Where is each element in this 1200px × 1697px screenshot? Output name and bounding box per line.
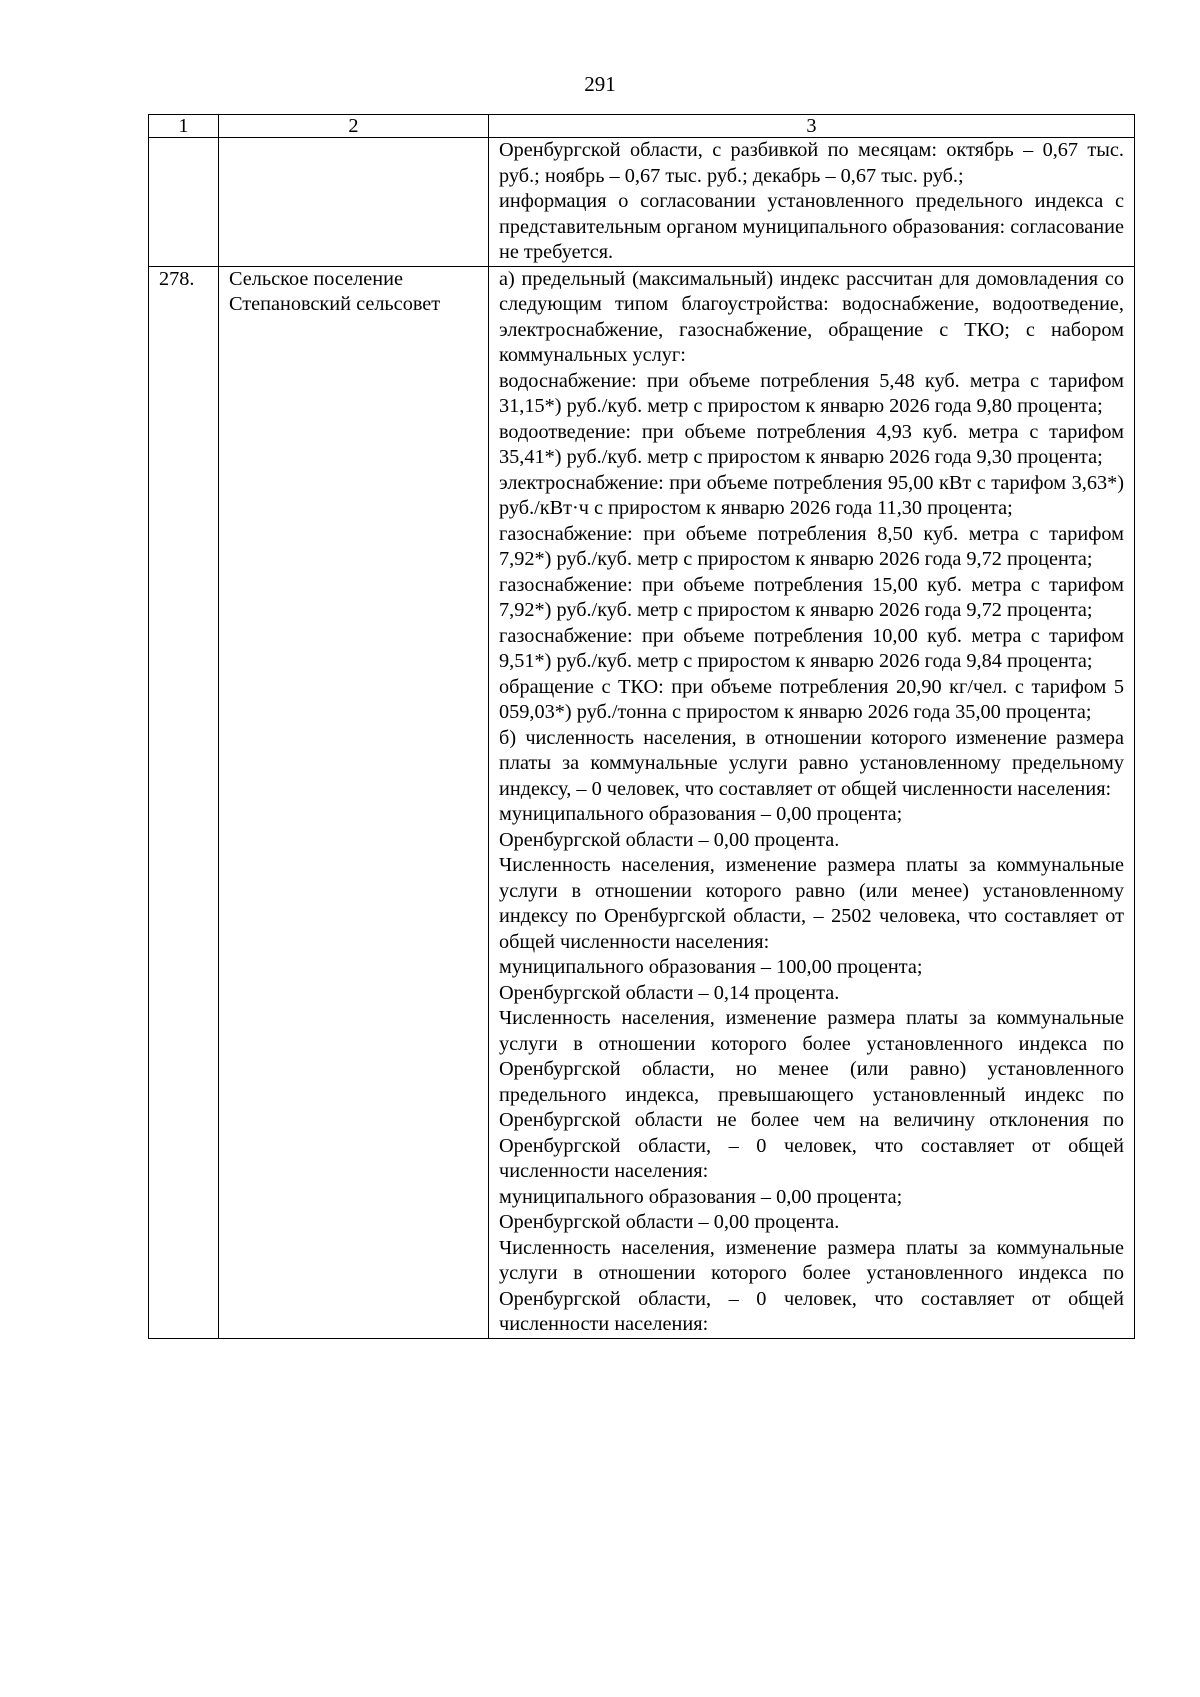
row-number: 278. bbox=[149, 266, 219, 1338]
paragraph: обращение с ТКО: при объеме потребления 20,90 кг/чел. с тарифом 5 059,03*) руб./тонна с приростом к январю 2026 года 35,00 процента; bbox=[499, 675, 1124, 723]
table-row-continued bbox=[149, 138, 1135, 267]
paragraph: водоснабжение: при объеме потребления 5,48 куб. метра с тарифом 31,15*) руб./куб. метр с приростом к январю 2026 года 9,80 процента; bbox=[499, 369, 1124, 417]
paragraph: муниципального образования – 0,00 процента; bbox=[499, 803, 903, 825]
municipality-name bbox=[219, 138, 489, 267]
paragraph: а) предельный (максимальный) индекс рассчитан для домовладения со следующим типом благоустройства: водоснабжение, водоотведение, электроснабжение, газоснабжение, обращение с ТКО; с набором коммунальных услуг: bbox=[499, 267, 1124, 366]
paragraph: электроснабжение: при объеме потребления 95,00 кВт с тарифом 3,63*) руб./кВт·ч с приростом к январю 2026 года 11,30 процента; bbox=[499, 471, 1124, 519]
municipality-name: Сельское поселение Степановский сельсовет bbox=[219, 266, 489, 1338]
paragraph: газоснабжение: при объеме потребления 15,00 куб. метра с тарифом 7,92*) руб./куб. метр с приростом к январю 2026 года 9,72 процента; bbox=[499, 573, 1124, 621]
paragraph: Оренбургской области, с разбивкой по месяцам: октябрь – 0,67 тыс. руб.; ноябрь – 0,67 тыс. руб.; декабрь – 0,67 тыс. руб.; bbox=[499, 139, 1124, 187]
paragraph: б) численность населения, в отношении которого изменение размера платы за коммунальные услуги равно установленному предельному индексу, – 0 человек, что составляет от общей численности населения: bbox=[499, 726, 1124, 800]
paragraph: Оренбургской области – 0,14 процента. bbox=[499, 981, 840, 1004]
description-cell bbox=[489, 138, 1135, 267]
description-cell bbox=[489, 266, 1135, 1338]
paragraph: муниципального образования – 0,00 процента; bbox=[499, 1185, 903, 1208]
column-header-1: 1 bbox=[149, 115, 219, 138]
paragraph: газоснабжение: при объеме потребления 10,00 куб. метра с тарифом 9,51*) руб./куб. метр с приростом к январю 2026 года 9,84 процента; bbox=[499, 624, 1124, 672]
table-row-278 bbox=[149, 266, 1135, 1338]
page-number: 291 bbox=[584, 72, 616, 96]
document-table bbox=[148, 114, 1135, 1339]
paragraph: водоотведение: при объеме потребления 4,93 куб. метра с тарифом 35,41*) руб./куб. метр с приростом к январю 2026 года 9,30 процента; bbox=[499, 420, 1124, 468]
paragraph: Численность населения, изменение размера платы за коммунальные услуги в отношении которого более установленного индекса по Оренбургской области, – 0 человек, что составляет от общей численности населения: bbox=[499, 1236, 1124, 1335]
paragraph: муниципального образования – 100,00 процента; bbox=[499, 956, 923, 978]
table-header-row bbox=[149, 115, 1135, 138]
paragraph: Оренбургской области – 0,00 процента. bbox=[499, 828, 840, 851]
paragraph: Численность населения, изменение размера платы за коммунальные услуги в отношении которого равно (или менее) установленному индексу по Оренбургской области, – 2502 человека, что составляет от общей численности населения: bbox=[499, 854, 1124, 953]
paragraph: информация о согласовании установленного предельного индекса с представительным органом муниципального образования: согласование не требуется. bbox=[499, 190, 1124, 263]
paragraph: Численность населения, изменение размера платы за коммунальные услуги в отношении которого более установленного индекса по Оренбургской области, но менее (или равно) установленного предельного индекса, превышающего установленный индекс по Оренбургской области не более чем на величину отклонения по Оренбургской области, – 0 человек, что составляет от общей численности населения: bbox=[499, 1007, 1124, 1182]
column-header-3: 3 bbox=[489, 115, 1135, 138]
paragraph: газоснабжение: при объеме потребления 8,50 куб. метра с тарифом 7,92*) руб./куб. метр с приростом к январю 2026 года 9,72 процента; bbox=[499, 522, 1124, 570]
column-header-2: 2 bbox=[219, 115, 489, 138]
row-number bbox=[149, 138, 219, 267]
paragraph: Оренбургской области – 0,00 процента. bbox=[499, 1211, 840, 1233]
